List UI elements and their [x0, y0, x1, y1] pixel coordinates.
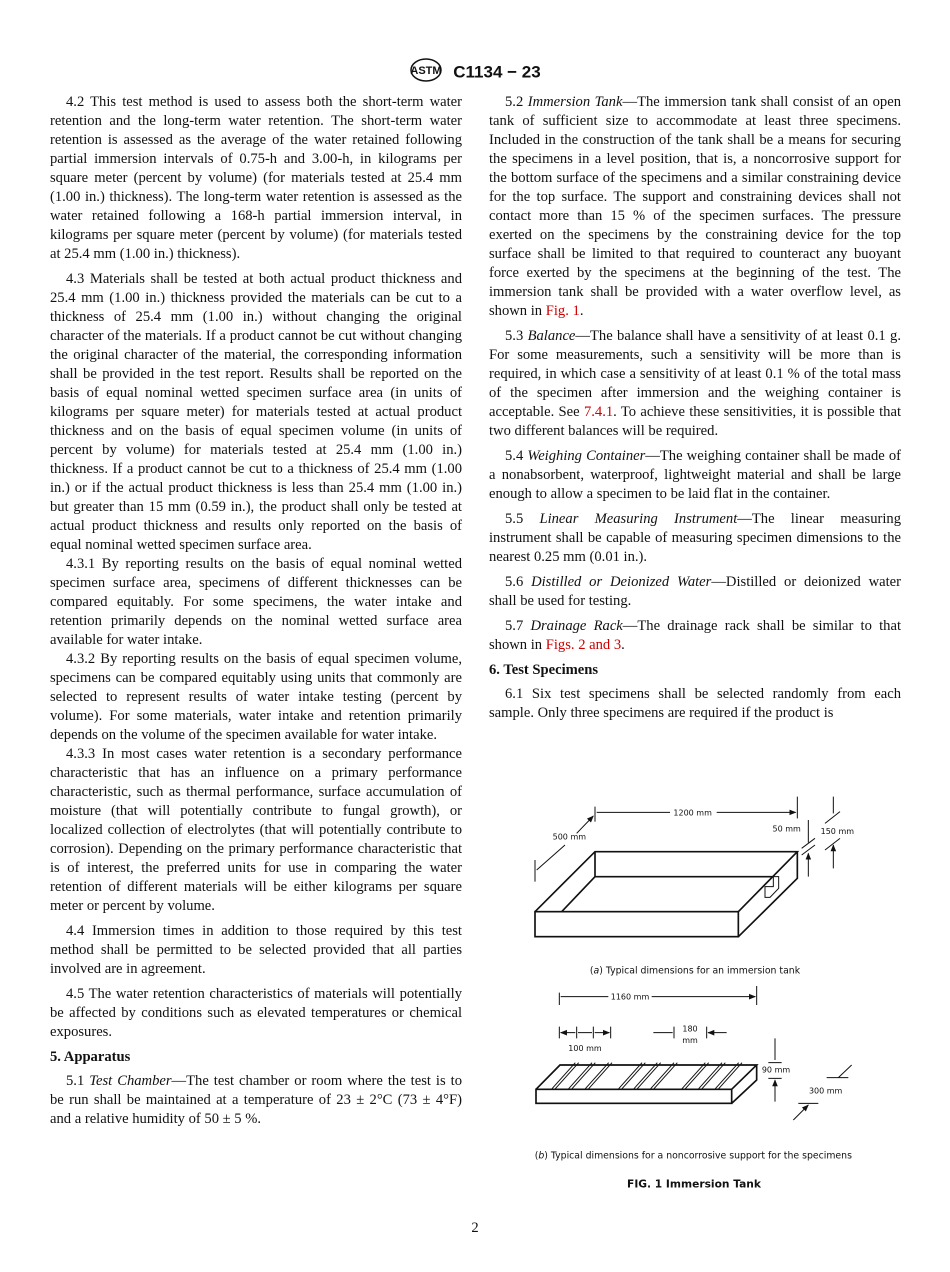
caption-b: (b) Typical dimensions for a noncorrosive support for the specimens: [534, 1150, 852, 1162]
dim-support-length: 1160 mm: [610, 992, 650, 1002]
slot-line: [619, 1063, 642, 1089]
paragraph-text: 5.7: [505, 618, 531, 634]
dim-tank-width: 500 mm: [552, 832, 587, 842]
paragraph: [489, 93, 901, 321]
svg-text:ASTM: ASTM: [410, 65, 442, 77]
dim-gap-unit: mm: [682, 1036, 698, 1045]
paragraph-title: Immersion Tank: [527, 94, 623, 110]
paragraph: [489, 617, 901, 655]
paragraph: [50, 555, 462, 650]
paragraph-title: Drainage Rack: [530, 618, 623, 634]
paragraph-title: Balance: [527, 328, 576, 344]
dim-overflow: 50 mm: [772, 824, 801, 834]
paragraph: [489, 573, 901, 611]
paragraph: [489, 327, 901, 441]
paragraph-text: 5.1: [66, 1073, 90, 1089]
paragraph: [50, 745, 462, 916]
paragraph-text: 4.3.3 In most cases water retention is a secondary performance characteristic that has an influence on a primary performance characteristic, such as thermal performance, surface accumulation of moisture (that will potentially contribute to fungal growth), or localized collection of electrolytes (that will potentially contribute to corrosion). Depending on the primary performance characteristic that is of interest, the preferred units for use in comparing the water retention of different materials will be either kilograms per square meter or percent by volume.: [50, 746, 462, 914]
paragraph-text: .: [621, 637, 625, 653]
paragraph-text: 4.3.2 By reporting results on the basis of equal specimen volume, specimens can be compared equitably using units that commonly are selected to represent results of water intake testing (percent by volume). For some materials, water intake and retention primarily depends on the volume of the specimen available for water intake.: [50, 651, 462, 743]
paragraph-text: —The test chamber or room where the test is to be run shall be maintained at a temperature of 23 ± 2°C (73 ± 4°F) and a relative humidity of 50 ± 5 %.: [50, 1073, 462, 1127]
paragraph-text: . To achieve these sensitivities, it is possible that two different balances will be required.: [489, 404, 901, 439]
paragraph-text: .: [579, 303, 584, 319]
paragraph-text: 4.2 This test method is used to assess both the short-term water retention and the long-term water retention. The short-term water retention is assessed as the average of the water retained following partial immersion intervals of 0.75-h and 3.00-h, in kilograms per square meter (percent by volume) (for materials tested at 25.4 mm (1.00 in.) thickness). The long-term water retention is assessed as the water retained following a 168-h partial immersion interval, in kilograms per square meter (percent by volume) (for materials tested at 25.4 mm (1.00 in.) thickness).: [50, 94, 462, 262]
paragraph-title: Test Chamber: [89, 1073, 172, 1089]
cross-reference-link[interactable]: Figs. 2 and 3: [545, 637, 622, 653]
paragraph: [489, 685, 901, 723]
paragraph: [50, 93, 462, 264]
paragraph-text: 4.4 Immersion times in addition to those required by this test method shall be permitted to be selected provided that all parties involved are in agreement.: [50, 923, 462, 977]
paragraph-text: —The drainage rack shall be similar to that shown in: [489, 618, 901, 653]
paragraph: [50, 1072, 462, 1129]
dim-slot-spacing: 100 mm: [568, 1044, 602, 1053]
paragraph: [489, 510, 901, 567]
paragraph-text: 5.3: [505, 328, 528, 344]
cross-reference-link[interactable]: 7.4.1: [583, 404, 614, 420]
dim-gap-value: 180: [682, 1024, 698, 1034]
paragraph-text: 5.4: [505, 448, 528, 464]
right-column: [489, 93, 901, 729]
page-header: [0, 57, 950, 88]
support-drawing: [536, 1063, 757, 1104]
paragraph-text: 5.2: [505, 94, 528, 110]
slot-line: [622, 1063, 645, 1089]
paragraph-text: —Distilled or deionized water shall be used for testing.: [489, 574, 901, 609]
section-heading: 5. Apparatus: [50, 1049, 131, 1065]
figure-1-immersion-tank: [490, 780, 890, 1200]
paragraph-title: Weighing Container: [527, 448, 646, 464]
support-dimensions: [559, 986, 851, 1120]
tank-drawing: [535, 852, 797, 937]
paragraph-text: —The balance shall have a sensitivity of at least 0.1 g. For some measurements, such a sensitivity will be more than is required, in which case a sensitivity of at least 0.1 % of the total mass of the specimen after immersion and the weighing container is acceptable. See: [489, 328, 901, 420]
paragraph-title: Linear Measuring Instrument: [539, 511, 738, 527]
section-heading: 6. Test Specimens: [489, 662, 599, 678]
paragraph-text: 6.1 Six test specimens shall be selected randomly from each sample. Only three specimens are required if the product is: [489, 686, 901, 721]
paragraph: [50, 270, 462, 555]
standard-designation: C1134 − 23: [453, 62, 541, 82]
paragraph-text: 4.5 The water retention characteristics of materials will potentially be affected by conditions such as elevated temperatures or chemical exposures.: [50, 986, 462, 1040]
paragraph-text: 5.6: [505, 574, 532, 590]
dim-tank-height: 150 mm: [820, 827, 855, 836]
paragraph-text: —The weighing container shall be made of a nonabsorbent, waterproof, lightweight material and shall be large enough to allow a specimen to be laid flat in the container.: [489, 448, 901, 502]
paragraph-text: —The immersion tank shall consist of an open tank of sufficient size to accommodate at least three specimens. Included in the construction of the tank shall be a means for securing the specimens in a level position, that is, a noncorrosive support for the bottom surface of the specimens and a similar constraining device for the top surface. The support and constraining devices shall not contact more than 15 % of the specimen surfaces. The pressure exerted on the specimens by the constraining device for the top surface shall be limited to that required to counteract any buoyant force exerted by the specimens at the beginning of the test. The immersion tank shall be provided with a water overflow level, as shown in: [489, 94, 901, 319]
paragraph-text: —The linear measuring instrument shall be capable of measuring specimen dimensions to the nearest 0.25 mm (0.01 in.).: [489, 511, 901, 565]
figure-title: FIG. 1 Immersion Tank: [627, 1177, 761, 1191]
paragraph: [50, 985, 462, 1042]
caption-a: (a) Typical dimensions for an immersion tank: [589, 965, 801, 977]
dim-support-width: 300 mm: [808, 1086, 843, 1096]
paragraph: [489, 447, 901, 504]
paragraph-text: 5.5: [505, 511, 540, 527]
cross-reference-link[interactable]: Fig. 1: [545, 303, 580, 319]
paragraph-text: 4.3.1 By reporting results on the basis of equal nominal wetted specimen surface area, specimens of different thicknesses can be compared equitably. For some specimens, the water intake and retention primarily depends on the nominal wetted surface area available for water intake.: [50, 556, 462, 648]
paragraph-text: 4.3 Materials shall be tested at both actual product thickness and 25.4 mm (1.00 in.) thickness provided the materials can be cut to a thickness of 25.4 mm (1.00 in.) without changing the original character of the materials. If a product cannot be cut without changing the original character of the material, the corresponding information shall be provided in the test report. Results shall be reported on the basis of equal nominal wetted specimen surface area (in units of kilograms per square meter) for materials tested at actual product thickness and on the basis of equal specimen volume (in units of percent by volume) for materials tested at 25.4 mm (1.00 in.) thickness. If a product cannot be cut to a thickness of 25.4 mm (1.00 in.) or if the actual product thickness is less than 25.4 mm (1.00 in.) but greater than 15 mm (0.59 in.), the product shall only be tested at actual product thickness and results only reported on the basis of equal nominal wetted specimen surface area.: [50, 271, 462, 553]
paragraph: [50, 650, 462, 745]
dim-support-height: 90 mm: [761, 1065, 791, 1075]
paragraph-title: Distilled or Deionized Water: [531, 574, 712, 590]
left-column: [50, 93, 462, 1135]
page-number: 2: [471, 1220, 479, 1236]
dim-tank-length: 1200 mm: [673, 808, 712, 818]
astm-logo-icon: [409, 57, 443, 88]
paragraph: [50, 922, 462, 979]
